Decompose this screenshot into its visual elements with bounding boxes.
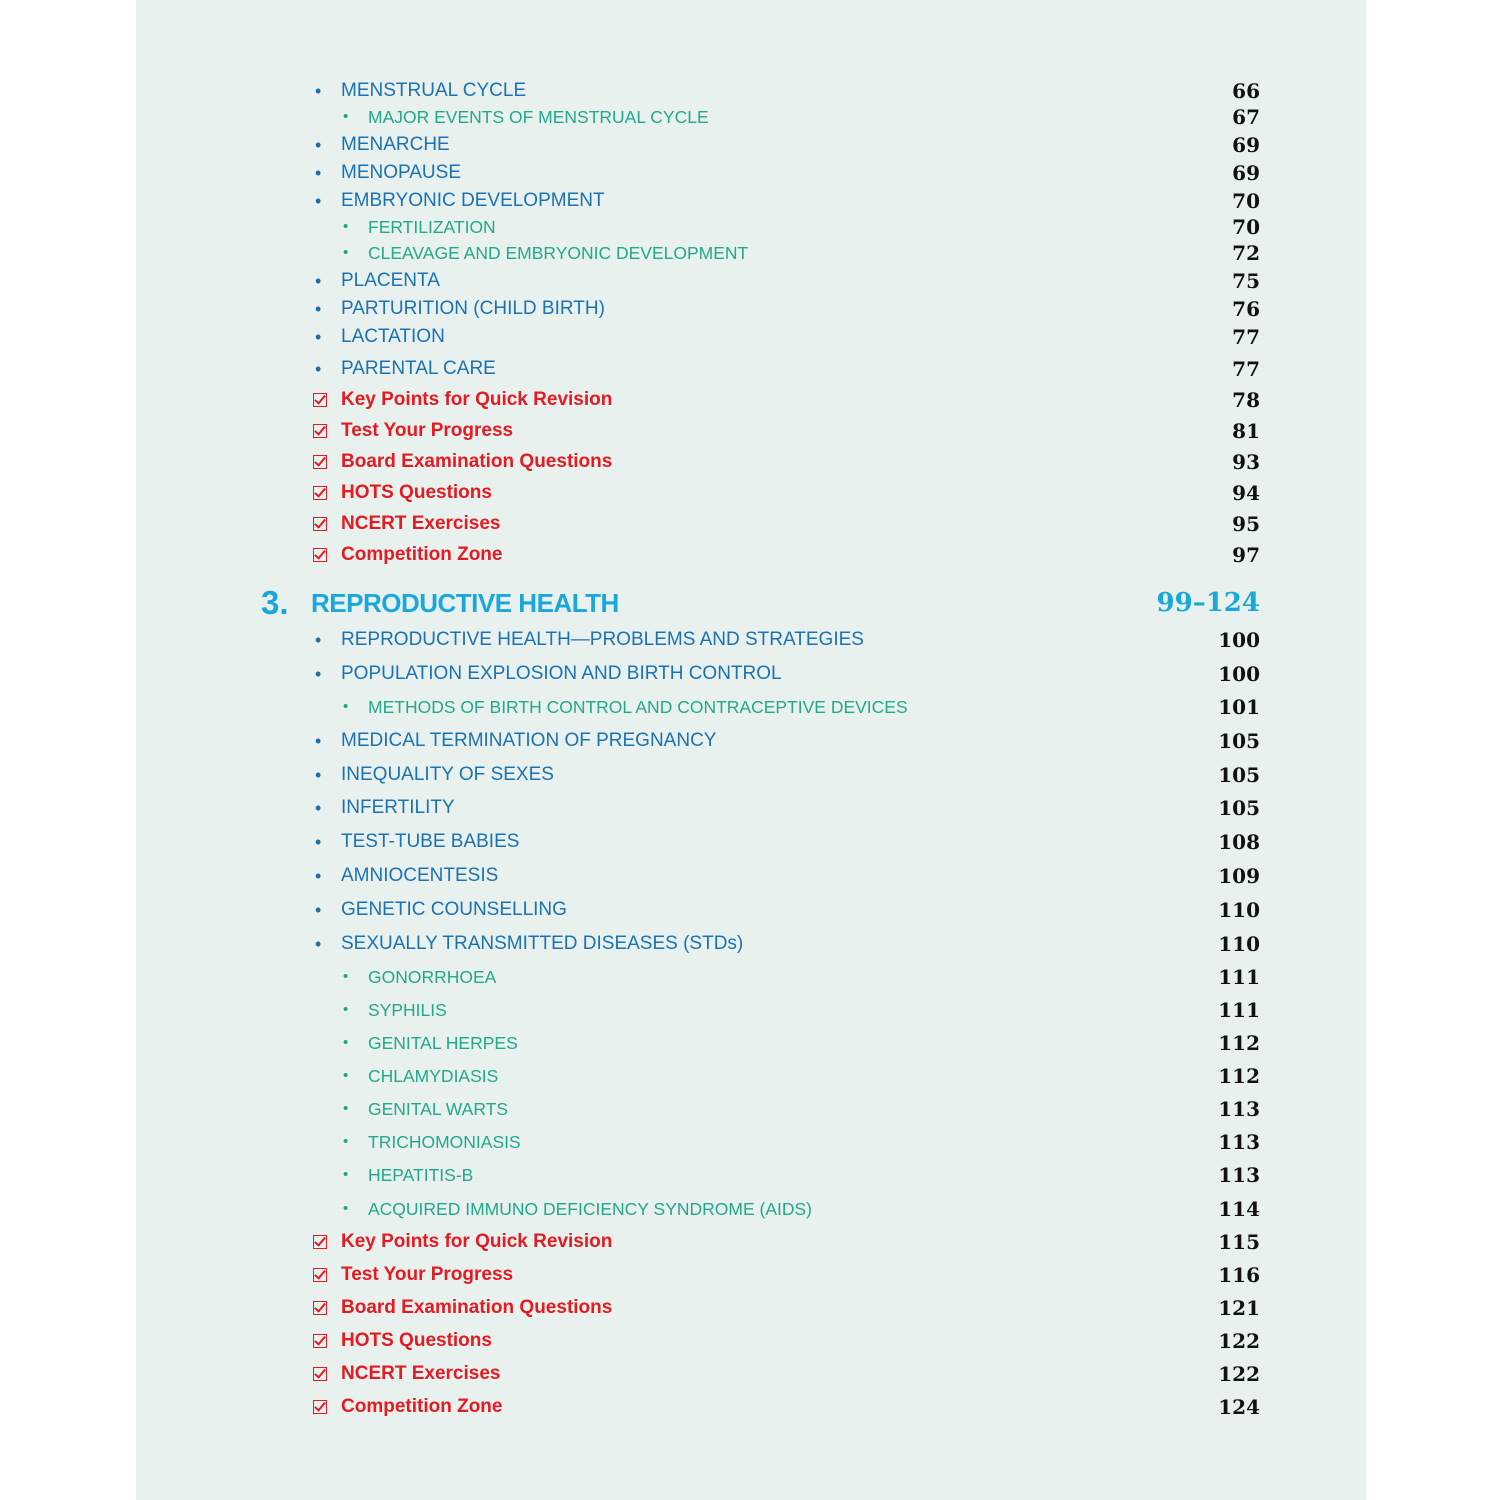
toc-exercise-entry[interactable] (0, 1295, 1260, 1321)
toc-page-number: 93 (1232, 450, 1260, 474)
toc-entry-label: PARTURITION (CHILD BIRTH) (341, 298, 605, 319)
toc-page-number: 121 (1218, 1296, 1260, 1320)
toc-entry-label: MAJOR EVENTS OF MENSTRUAL CYCLE (368, 107, 709, 127)
toc-page-number: 67 (1232, 105, 1260, 129)
toc-entry-label: TEST-TUBE BABIES (341, 831, 520, 852)
toc-subtopic-entry[interactable] (0, 1196, 1260, 1222)
toc-entry-label: HOTS Questions (341, 482, 492, 503)
toc-page-number: 75 (1232, 269, 1260, 293)
bullet-icon: • (343, 1100, 349, 1117)
bullet-icon: • (315, 934, 322, 954)
toc-exercise-entry[interactable] (0, 1361, 1260, 1387)
toc-page-number: 116 (1218, 1263, 1260, 1287)
toc-subtopic-entry[interactable] (0, 694, 1260, 720)
bullet-icon: • (315, 81, 322, 101)
toc-entry-label: MENSTRUAL CYCLE (341, 80, 527, 101)
toc-entry-label: AMNIOCENTESIS (341, 865, 499, 886)
bullet-icon: • (343, 1067, 349, 1084)
toc-page-number: 114 (1218, 1197, 1260, 1221)
bullet-icon: • (343, 218, 349, 235)
toc-entry-label: LACTATION (341, 326, 445, 347)
toc-entry-label: MENARCHE (341, 134, 450, 155)
bullet-icon: • (315, 163, 322, 183)
toc-topic-entry[interactable] (0, 188, 1260, 214)
toc-entry-label: ACQUIRED IMMUNO DEFICIENCY SYNDROME (AIDS) (368, 1199, 813, 1219)
toc-entry-label: INEQUALITY OF SEXES (341, 764, 554, 785)
toc-entry-label: MENOPAUSE (341, 162, 462, 183)
toc-page-number: 76 (1232, 297, 1260, 321)
toc-entry-label: REPRODUCTIVE HEALTH—PROBLEMS AND STRATEGIES (341, 629, 864, 650)
toc-topic-entry[interactable] (0, 132, 1260, 158)
checkbox-icon (313, 449, 327, 475)
toc-page-number: 95 (1232, 512, 1260, 536)
bullet-icon: • (315, 271, 322, 291)
toc-page-number: 122 (1218, 1329, 1260, 1353)
bullet-icon: • (315, 191, 322, 211)
toc-subtopic-entry[interactable] (0, 997, 1260, 1023)
toc-page-number: 97 (1232, 543, 1260, 567)
toc-exercise-entry[interactable] (0, 449, 1260, 475)
toc-exercise-entry[interactable] (0, 1394, 1260, 1420)
bullet-icon: • (315, 900, 322, 920)
toc-subtopic-entry[interactable] (0, 104, 1260, 130)
toc-topic-entry[interactable] (0, 661, 1260, 687)
toc-subtopic-entry[interactable] (0, 964, 1260, 990)
toc-entry-label: PARENTAL CARE (341, 358, 496, 379)
chapter-heading[interactable] (0, 583, 1260, 623)
toc-page-number: 109 (1218, 864, 1260, 888)
toc-entry-label: Test Your Progress (341, 420, 514, 441)
toc-entry-label: GENITAL WARTS (368, 1099, 509, 1119)
toc-page-number: 111 (1218, 965, 1260, 989)
toc-entry-label: SYPHILIS (368, 1000, 447, 1020)
toc-entry-label: MEDICAL TERMINATION OF PREGNANCY (341, 730, 717, 751)
toc-topic-entry[interactable] (0, 897, 1260, 923)
toc-entry-label: Board Examination Questions (341, 451, 613, 472)
toc-page-number: 94 (1232, 481, 1260, 505)
checkbox-icon (313, 1295, 327, 1321)
checkbox-icon (313, 1229, 327, 1255)
toc-exercise-entry[interactable] (0, 1328, 1260, 1354)
toc-entry-label: Test Your Progress (341, 1264, 514, 1285)
toc-entry-label: GENETIC COUNSELLING (341, 899, 567, 920)
toc-entry-label: TRICHOMONIASIS (368, 1132, 521, 1152)
toc-page-number: 105 (1218, 729, 1260, 753)
toc-topic-entry[interactable] (0, 728, 1260, 754)
bullet-icon: • (343, 698, 349, 715)
toc-page-number: 78 (1232, 388, 1260, 412)
chapter-page-range: 99–124 (1156, 588, 1260, 618)
toc-page-number: 111 (1218, 998, 1260, 1022)
toc-subtopic-entry[interactable] (0, 214, 1260, 240)
toc-entry-label: FERTILIZATION (368, 217, 496, 237)
toc-page-number: 124 (1218, 1395, 1260, 1419)
toc-entry-label: Key Points for Quick Revision (341, 1231, 613, 1252)
toc-entry-label: NCERT Exercises (341, 1363, 501, 1384)
bullet-icon: • (343, 1001, 349, 1018)
bullet-icon: • (315, 664, 322, 684)
checkbox-icon (313, 542, 327, 568)
bullet-icon: • (343, 108, 349, 125)
toc-entry-label: POPULATION EXPLOSION AND BIRTH CONTROL (341, 663, 782, 684)
bullet-icon: • (343, 1133, 349, 1150)
toc-topic-entry[interactable] (0, 931, 1260, 957)
checkbox-icon (313, 1262, 327, 1288)
toc-page-number: 72 (1232, 241, 1260, 265)
toc-page-number: 113 (1218, 1163, 1260, 1187)
toc-subtopic-entry[interactable] (0, 1162, 1260, 1188)
toc-page-number: 113 (1218, 1130, 1260, 1154)
toc-page-number: 69 (1232, 133, 1260, 157)
toc-topic-entry[interactable] (0, 863, 1260, 889)
bullet-icon: • (315, 765, 322, 785)
checkbox-icon (313, 511, 327, 537)
toc-entry-label: INFERTILITY (341, 797, 455, 818)
bullet-icon: • (315, 866, 322, 886)
toc-page-number: 105 (1218, 796, 1260, 820)
toc-page-number: 110 (1218, 898, 1260, 922)
toc-page-number: 70 (1232, 189, 1260, 213)
toc-topic-entry[interactable] (0, 160, 1260, 186)
toc-exercise-entry[interactable] (0, 387, 1260, 413)
toc-entry-label: METHODS OF BIRTH CONTROL AND CONTRACEPTIVE DEVICES (368, 697, 908, 717)
checkbox-icon (313, 387, 327, 413)
chapter-number: 3. (261, 584, 289, 621)
chapter-title: REPRODUCTIVE HEALTH (311, 588, 619, 618)
checkbox-icon (313, 418, 327, 444)
toc-page-number: 70 (1232, 215, 1260, 239)
toc-entry-label: Key Points for Quick Revision (341, 389, 613, 410)
toc-subtopic-entry[interactable] (0, 1030, 1260, 1056)
toc-entry-label: Competition Zone (341, 544, 503, 565)
toc-page-number: 110 (1218, 932, 1260, 956)
toc-page-number: 113 (1218, 1097, 1260, 1121)
toc-topic-entry[interactable] (0, 268, 1260, 294)
toc-subtopic-entry[interactable] (0, 1096, 1260, 1122)
toc-page-number: 112 (1218, 1031, 1260, 1055)
toc-topic-entry[interactable] (0, 829, 1260, 855)
toc-page-number: 122 (1218, 1362, 1260, 1386)
bullet-icon: • (343, 244, 349, 261)
checkbox-icon (313, 1394, 327, 1420)
toc-exercise-entry[interactable] (0, 418, 1260, 444)
bullet-icon: • (315, 299, 322, 319)
toc-exercise-entry[interactable] (0, 480, 1260, 506)
checkbox-icon (313, 1328, 327, 1354)
bullet-icon: • (315, 327, 322, 347)
checkbox-icon (313, 1361, 327, 1387)
toc-page-number: 81 (1232, 419, 1260, 443)
toc-exercise-entry[interactable] (0, 1262, 1260, 1288)
toc-topic-entry[interactable] (0, 795, 1260, 821)
toc-page-number: 101 (1218, 695, 1260, 719)
toc-page-number: 77 (1232, 325, 1260, 349)
toc-subtopic-entry[interactable] (0, 1129, 1260, 1155)
bullet-icon: • (315, 630, 322, 650)
toc-exercise-entry[interactable] (0, 1229, 1260, 1255)
bullet-icon: • (315, 798, 322, 818)
toc-subtopic-entry[interactable] (0, 240, 1260, 266)
toc-page-number: 112 (1218, 1064, 1260, 1088)
toc-entry-label: PLACENTA (341, 270, 440, 291)
toc-page-number: 100 (1218, 662, 1260, 686)
toc-entry-label: Competition Zone (341, 1396, 503, 1417)
toc-topic-entry[interactable] (0, 324, 1260, 350)
toc-topic-entry[interactable] (0, 78, 1260, 104)
toc-topic-entry[interactable] (0, 296, 1260, 322)
bullet-icon: • (315, 135, 322, 155)
toc-topic-entry[interactable] (0, 762, 1260, 788)
toc-page-number: 105 (1218, 763, 1260, 787)
bullet-icon: • (343, 1166, 349, 1183)
bullet-icon: • (315, 731, 322, 751)
toc-entry-label: GENITAL HERPES (368, 1033, 518, 1053)
toc-exercise-entry[interactable] (0, 511, 1260, 537)
toc-topic-entry[interactable] (0, 356, 1260, 382)
toc-page-number: 115 (1218, 1230, 1260, 1254)
bullet-icon: • (343, 968, 349, 985)
toc-page-number: 69 (1232, 161, 1260, 185)
toc-topic-entry[interactable] (0, 627, 1260, 653)
bullet-icon: • (343, 1034, 349, 1051)
toc-entry-label: HOTS Questions (341, 1330, 492, 1351)
toc-entry-label: Board Examination Questions (341, 1297, 613, 1318)
bullet-icon: • (343, 1200, 349, 1217)
toc-entry-label: EMBRYONIC DEVELOPMENT (341, 190, 605, 211)
checkbox-icon (313, 480, 327, 506)
toc-entry-label: HEPATITIS-B (368, 1165, 474, 1185)
toc-page-number: 77 (1232, 357, 1260, 381)
toc-entry-label: NCERT Exercises (341, 513, 501, 534)
bullet-icon: • (315, 832, 322, 852)
toc-page-number: 66 (1232, 79, 1260, 103)
toc-page-number: 108 (1218, 830, 1260, 854)
toc-page-number: 100 (1218, 628, 1260, 652)
toc-subtopic-entry[interactable] (0, 1063, 1260, 1089)
toc-entry-label: CLEAVAGE AND EMBRYONIC DEVELOPMENT (368, 243, 749, 263)
toc-entry-label: CHLAMYDIASIS (368, 1066, 499, 1086)
toc-exercise-entry[interactable] (0, 542, 1260, 568)
toc-entry-label: SEXUALLY TRANSMITTED DISEASES (STDs) (341, 933, 744, 954)
toc-entry-label: GONORRHOEA (368, 967, 497, 987)
bullet-icon: • (315, 359, 322, 379)
